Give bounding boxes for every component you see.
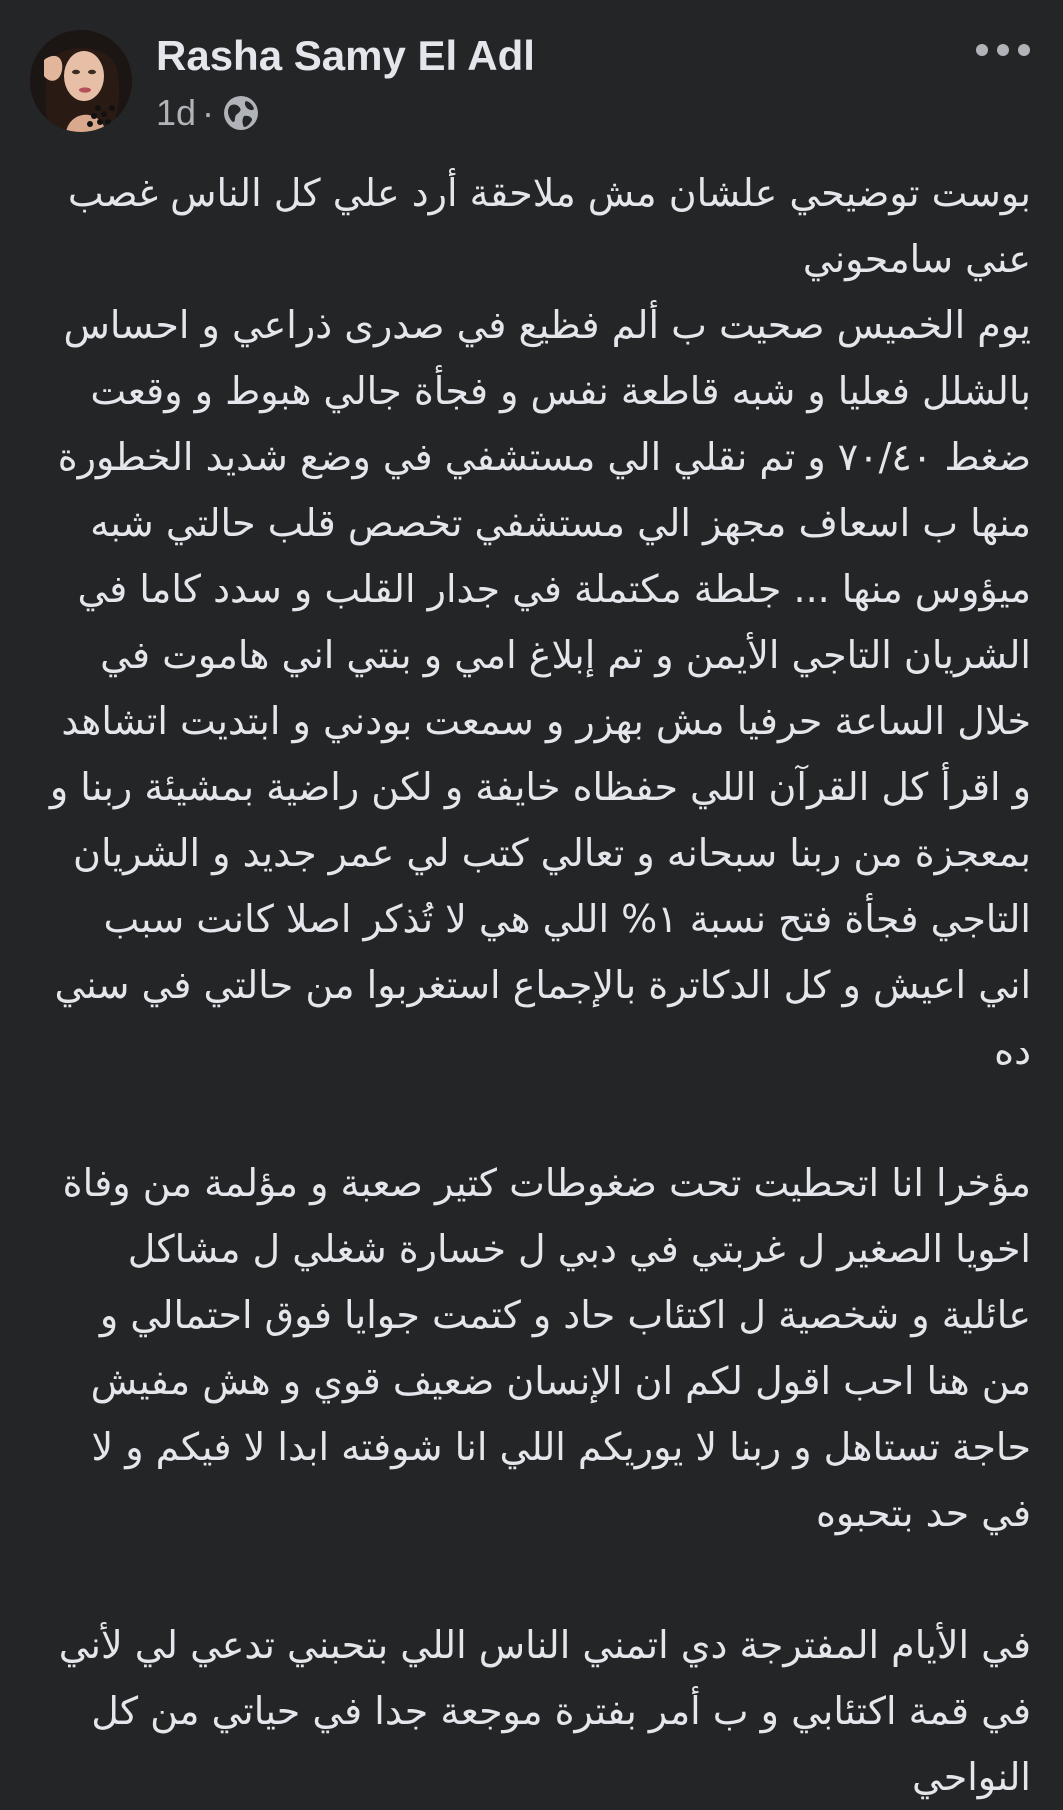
author-name[interactable]: Rasha Samy El Adl [156, 32, 535, 79]
globe-icon[interactable] [220, 92, 262, 134]
post-text [40, 160, 1031, 1810]
post-meta [156, 90, 262, 136]
post-paragraph-3: في الأيام المفترجة دي اتمني الناس اللي بتحبني تدعي لي لأني في قمة اكتئابي و ب أمر بفترة موجعة جدا في حياتي من كل النواحي [58, 1623, 1031, 1799]
post-timestamp[interactable]: 1d [156, 92, 197, 133]
meta-separator: · [202, 92, 215, 133]
post-paragraph-2: مؤخرا انا اتحطيت تحت ضغوطات كتير صعبة و مؤلمة من وفاة اخويا الصغير ل غربتي في دبي ل خسارة شغلي ل مشاكل عائلية و شخصية ل اكتئاب حاد و كتمت جوايا فوق احتمالي و من هنا احب اقول لكم ان الإنسان ضعيف قوي و هش مفيش حاجة تستاهل و ربنا لا يوريكم اللي انا شوفته ابدا لا فيكم و لا في حد بتحبوه [62, 1161, 1031, 1535]
more-options-button[interactable] [971, 30, 1035, 70]
more-horizontal-icon [973, 43, 1033, 57]
avatar[interactable] [30, 30, 132, 132]
post-header [0, 0, 1063, 150]
post-paragraph-1: بوست توضيحي علشان مش ملاحقة أرد علي كل الناس غصب عني سامحوني يوم الخميس صحيت ب ألم فظيع في صدرى ذراعي و احساس بالشلل فعليا و شبه قاطعة نفس و فجأة جالي هبوط و وقعت ضغط ٧٠/٤٠ و تم نقلي الي مستشفي في وضع شديد الخطورة منها ب اسعاف مجهز الي مستشفي تخصص قلب حالتي شبه ميؤوس منها ... جلطة مكتملة في جدار القلب و سدد كاما في الشريان التاجي الأيمن و تم إبلاغ امي و بنتي اني هاموت في خلال الساعة حرفيا مش بهزر و سمعت بودني و ابتديت اتشاهد و اقرأ كل القرآن اللي حفظاه خايفة و لكن راضية بمشيئة ربنا و بمعجزة من ربنا سبحانه و تعالي كتب لي عمر جديد و الشريان التاجي فجأة فتح نسبة ١% اللي هي لا تُذكر اصلا كانت سبب اني اعيش و كل الدكاترة بالإجماع استغربوا من حالتي في سني ده [49, 171, 1031, 1073]
paragraph-spacer [40, 1084, 1031, 1150]
paragraph-spacer [40, 1546, 1031, 1612]
avatar-image [30, 30, 132, 132]
